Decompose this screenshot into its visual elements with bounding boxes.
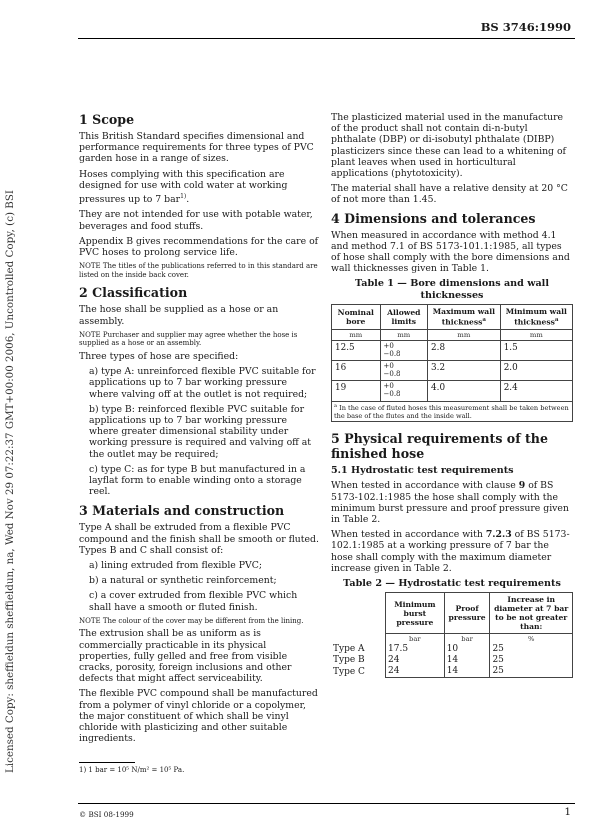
- empty-corner: [331, 593, 386, 634]
- scope-paragraph-3: They are not intended for use with potable water, beverages and food stuffs.: [79, 209, 313, 232]
- materials-note: NOTE The colour of the cover may be different from the lining.: [79, 616, 304, 625]
- min-wall-cell: 2.4: [500, 381, 572, 401]
- list-item-type-c: c) type C: as for type B but manufactured in a layflat form to enable winding onto a storage reel.: [89, 463, 306, 498]
- hydrostatic-paragraph-2: When tested in accordance with 7.2.3 of BS 5173-102.1:1985 at a working pressure of 7 bar the hose shall comply with the maximum diameter increase given in Table 2.: [331, 529, 570, 574]
- burst-cell: 24: [386, 655, 445, 666]
- scope-paragraph-1: This British Standard specifies dimensional and performance requirements for three types of PVC garden hose in a range of sizes.: [79, 131, 314, 165]
- unit-cell: mm: [500, 329, 572, 340]
- bore-cell: 12.5: [332, 340, 381, 360]
- unit-cell: %: [490, 634, 573, 645]
- list-item-cover: c) a cover extruded from flexible PVC which shall have a smooth or fluted finish.: [89, 590, 298, 613]
- table-footnote: $^a$ In the case of fluted hoses this measurement shall be taken between the base of the flutes and the inside wall.: [332, 401, 573, 422]
- table-row: [332, 361, 573, 381]
- scope-note: NOTE The titles of the publications referred to in this standard are listed on the inside back cover.: [79, 262, 318, 279]
- classification-paragraph-1: The hose shall be supplied as a hose or an assembly.: [79, 304, 279, 327]
- proof-cell: 14: [444, 655, 490, 666]
- header-rule: [78, 38, 575, 39]
- increase-cell: 25: [490, 655, 573, 666]
- footnote-ref: 1): [180, 193, 187, 201]
- min-wall-cell: 1.5: [500, 340, 572, 360]
- max-wall-cell: 3.2: [428, 361, 501, 381]
- page-number: 1: [564, 806, 571, 818]
- bore-cell: 19: [332, 381, 381, 401]
- table-header: Proof pressure: [444, 593, 490, 634]
- document-id: BS 3746:1990: [480, 20, 571, 34]
- unit-cell: bar: [386, 634, 445, 645]
- construction-list: [79, 560, 319, 613]
- list-item-type-a: a) type A: unreinforced flexible PVC suitable for applications up to 7 bar working pressure where valving off at the outlet is not required;: [89, 366, 316, 400]
- table-header: Nominal bore: [332, 305, 381, 330]
- unit-cell: mm: [380, 329, 428, 340]
- footnote-rule: [79, 762, 135, 763]
- list-item-type-b: b) type B: reinforced flexible PVC suitable for applications up to 7 bar working pressure where greater dimensional stability under working pressure is required and valving off at the outlet may be required;: [89, 403, 311, 460]
- materials-paragraph-5: The material shall have a relative density at 20 °C of not more than 1.45.: [331, 183, 568, 206]
- hydrostatic-subheading: 5.1 Hydrostatic test requirements: [331, 465, 514, 477]
- section-materials-heading: 3 Materials and construction: [79, 503, 285, 519]
- footer-copyright: © BSI 08-1999: [79, 810, 134, 819]
- table-row: [331, 655, 573, 666]
- unit-cell: mm: [428, 329, 501, 340]
- list-item-reinforcement: b) a natural or synthetic reinforcement;: [89, 575, 277, 587]
- page-footnote: 1) 1 bar = 10⁵ N/m² = 10⁵ Pa.: [79, 766, 185, 774]
- section-dimensions-heading: 4 Dimensions and tolerances: [331, 210, 536, 226]
- table-bore-dimensions: [331, 304, 573, 422]
- proof-cell: 10: [444, 644, 490, 655]
- license-watermark: Licensed Copy: sheffieldun sheffieldun, na, Wed Nov 29 07:22:37 GMT+00:00 2006, Uncontrolled Copy, (c) BSI: [4, 190, 16, 773]
- table-2-caption: Table 2 — Hydrostatic test requirements: [343, 577, 561, 589]
- classification-note: NOTE Purchaser and supplier may agree whether the hose is supplied as a hose or an assembly.: [79, 330, 298, 348]
- unit-cell: bar: [444, 634, 490, 645]
- max-wall-cell: 4.0: [428, 381, 501, 401]
- unit-cell: mm: [332, 329, 381, 340]
- type-cell: Type B: [333, 655, 365, 666]
- increase-cell: 25: [490, 666, 573, 678]
- proof-cell: 14: [444, 666, 490, 678]
- section-classification-heading: 2 Classification: [79, 285, 188, 301]
- scope-paragraph-4: Appendix B gives recommendations for the care of PVC hoses to prolong service life.: [79, 235, 319, 258]
- scope-paragraph-2: Hoses complying with this specification are designed for use with cold water at working pressures up to 7 bar$^{1)}$.: [79, 168, 288, 206]
- table-1-caption: Table 1 — Bore dimensions and wall thicknesses: [355, 278, 549, 301]
- section-physical-heading: 5 Physical requirements of the finished hose: [331, 431, 548, 462]
- type-cell: Type A: [333, 644, 365, 655]
- bore-cell: 16: [332, 361, 381, 381]
- table-row: [332, 340, 573, 360]
- increase-cell: 25: [490, 644, 573, 655]
- materials-paragraph-1: Type A shall be extruded from a flexible PVC compound and the finish shall be smooth or fluted. Types B and C shall consist of:: [79, 522, 319, 556]
- materials-paragraph-2: The extrusion shall be as uniform as is commercially practicable in its physical properties, fully gelled and free from visible cracks, porosity, foreign inclusions and other defects that might affect serviceability.: [79, 628, 292, 685]
- table-row: [331, 644, 573, 655]
- limits-cell: +0 −0.8: [380, 340, 428, 360]
- table-header: Minimum wall thickness$^a$: [500, 305, 572, 330]
- right-column: [331, 112, 573, 678]
- table-header: Minimum burst pressure: [386, 593, 445, 634]
- limits-cell: +0 −0.8: [380, 381, 428, 401]
- burst-cell: 17.5: [386, 644, 445, 655]
- table-hydrostatic: [331, 592, 573, 678]
- footnote-marker: a: [482, 317, 486, 324]
- max-wall-cell: 2.8: [428, 340, 501, 360]
- limits-cell: +0 −0.8: [380, 361, 428, 381]
- section-scope-heading: 1 Scope: [79, 112, 135, 127]
- materials-paragraph-4: The plasticized material used in the manufacture of the product shall not contain di-n-butyl phthalate (DBP) or di-isobutyl phthalate (DIBP) plasticizers since these can lead to a whitening of plant leaves when used in horticultural applications (phytotoxicity).: [331, 112, 567, 180]
- table-row: [332, 381, 573, 401]
- hydrostatic-paragraph-1: When tested in accordance with clause 9 of BS 5173-102.1:1985 the hose shall comply with the minimum burst pressure and proof pressure given in Table 2.: [331, 480, 569, 525]
- table-header: Allowed limits: [380, 305, 428, 330]
- table-row: [331, 666, 573, 678]
- burst-cell: 24: [386, 666, 445, 678]
- materials-paragraph-3: The flexible PVC compound shall be manufactured from a polymer of vinyl chloride or a copolymer, the major constituent of which shall be vinyl chloride with plasticizing and other suitable ingredients.: [79, 688, 318, 745]
- footer-rule: [78, 803, 575, 804]
- list-item-lining: a) lining extruded from flexible PVC;: [89, 559, 262, 571]
- table-header: Increase in diameter at 7 bar to be not greater than:: [490, 593, 573, 634]
- type-cell: Type C: [333, 666, 365, 677]
- dimensions-paragraph-1: When measured in accordance with method 4.1 and method 7.1 of BS 5173-101.1:1985, all types of hose shall comply with the bore dimensions and wall thicknesses given in Table 1.: [331, 229, 570, 275]
- classification-paragraph-2: Three types of hose are specified:: [79, 350, 239, 362]
- min-wall-cell: 2.0: [500, 361, 572, 381]
- footnote-marker: a: [554, 317, 559, 324]
- table-header: Maximum wall thickness$^a$: [428, 305, 501, 330]
- left-column: [79, 112, 319, 748]
- hose-type-list: [79, 366, 319, 497]
